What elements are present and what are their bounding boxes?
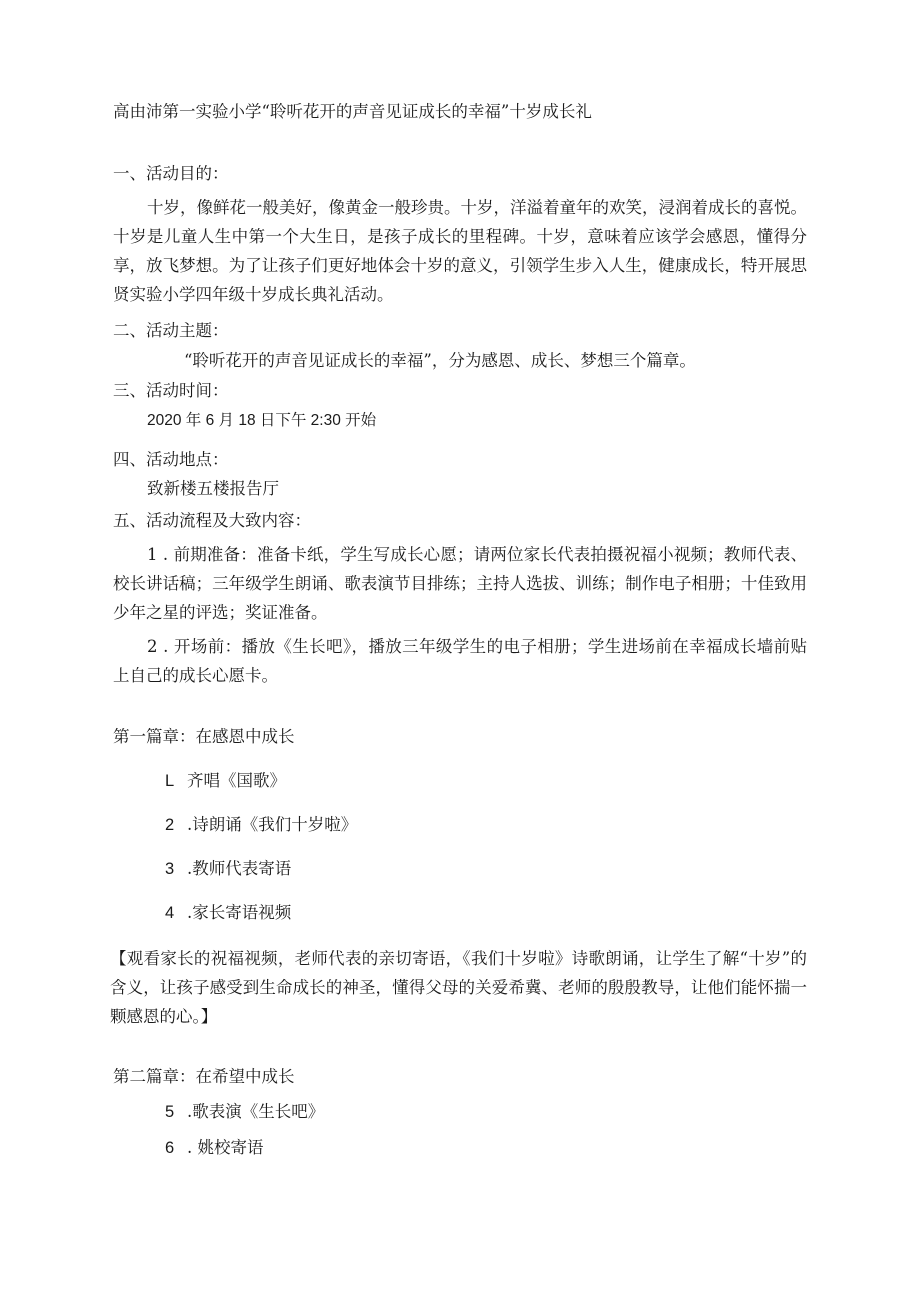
chapter-1-heading: 第一篇章：在感恩中成长	[113, 727, 295, 746]
chapter-2-item-5	[165, 1101, 324, 1123]
chapter-2-heading: 第二篇章：在希望中成长	[113, 1067, 295, 1086]
chapter-2-item-6-number: 6	[165, 1139, 175, 1157]
section-5-heading: 五、活动流程及大致内容：	[113, 511, 311, 530]
section-2-body: “聆听花开的声音见证成长的幸福”，分为感恩、成长、梦想三个篇章。	[184, 351, 696, 370]
chapter-1-item-1-text: 齐唱《国歌》	[187, 771, 286, 790]
chapter-1-item-2-number: 2	[165, 816, 175, 834]
section-5-item-2: 2 . 开场前：播放《生长吧》，播放三年级学生的电子相册；学生进场前在幸福成长墙前贴上自己的成长心愿卡。	[113, 637, 807, 685]
chapter-1-item-1	[165, 770, 286, 792]
chapter-2-item-6	[165, 1137, 264, 1159]
document-title: 高由沛第一实验小学“聆听花开的声音见证成长的幸福”十岁成长礼	[113, 102, 592, 121]
chapter-1-item-3-text: .教师代表寄语	[187, 859, 292, 878]
chapter-1-item-2	[165, 814, 357, 836]
chapter-1-item-4	[165, 902, 291, 924]
section-1-body: 十岁，像鲜花一般美好，像黄金一般珍贵。十岁，洋溢着童年的欢笑，浸润着成长的喜悦。十岁是儿童人生中第一个大生日，是孩子成长的里程碑。十岁，意味着应该学会感恩，懂得分享，放飞梦想。为了让孩子们更好地体会十岁的意义，引领学生步入人生，健康成长，特开展思贤实验小学四年级十岁成长典礼活动。	[113, 198, 807, 304]
section-3-heading: 三、活动时间：	[113, 381, 229, 400]
chapter-2-item-5-text: .歌表演《生长吧》	[187, 1102, 325, 1121]
section-5-item-1: 1 . 前期准备：准备卡纸，学生写成长心愿；请两位家长代表拍摄祝福小视频；教师代表、校长讲话稿；三年级学生朗诵、歌表演节目排练；主持人选拔、训练；制作电子相册；十佳致用少年之星的评选；奖证准备。	[113, 545, 807, 622]
chapter-1-item-2-text: .诗朗诵《我们十岁啦》	[187, 815, 358, 834]
chapter-1-item-4-number: 4	[165, 904, 175, 922]
section-1-heading: 一、活动目的：	[113, 164, 229, 183]
chapter-1-item-3-number: 3	[165, 860, 175, 878]
section-4-body: 致新楼五楼报告厅	[147, 479, 279, 498]
chapter-2-item-6-text: . 姚校寄语	[187, 1138, 264, 1157]
section-3-body: 2020 年 6 月 18 日下午 2:30 开始	[147, 412, 377, 429]
chapter-2-item-5-number: 5	[165, 1103, 175, 1121]
section-4-heading: 四、活动地点：	[113, 450, 229, 469]
section-2-heading: 二、活动主题：	[113, 321, 229, 340]
chapter-1-note: 【观看家长的祝福视频，老师代表的亲切寄语，《我们十岁啦》诗歌朗诵，让学生了解“十岁”的含义，让孩子感受到生命成长的神圣，懂得父母的关爱希冀、老师的殷殷教导，让他们能怀揣一颗感恩的心。】	[110, 949, 807, 1026]
chapter-1-item-3	[165, 858, 291, 880]
chapter-1-item-1-number: L	[165, 772, 175, 790]
chapter-1-item-4-text: .家长寄语视频	[187, 903, 292, 922]
